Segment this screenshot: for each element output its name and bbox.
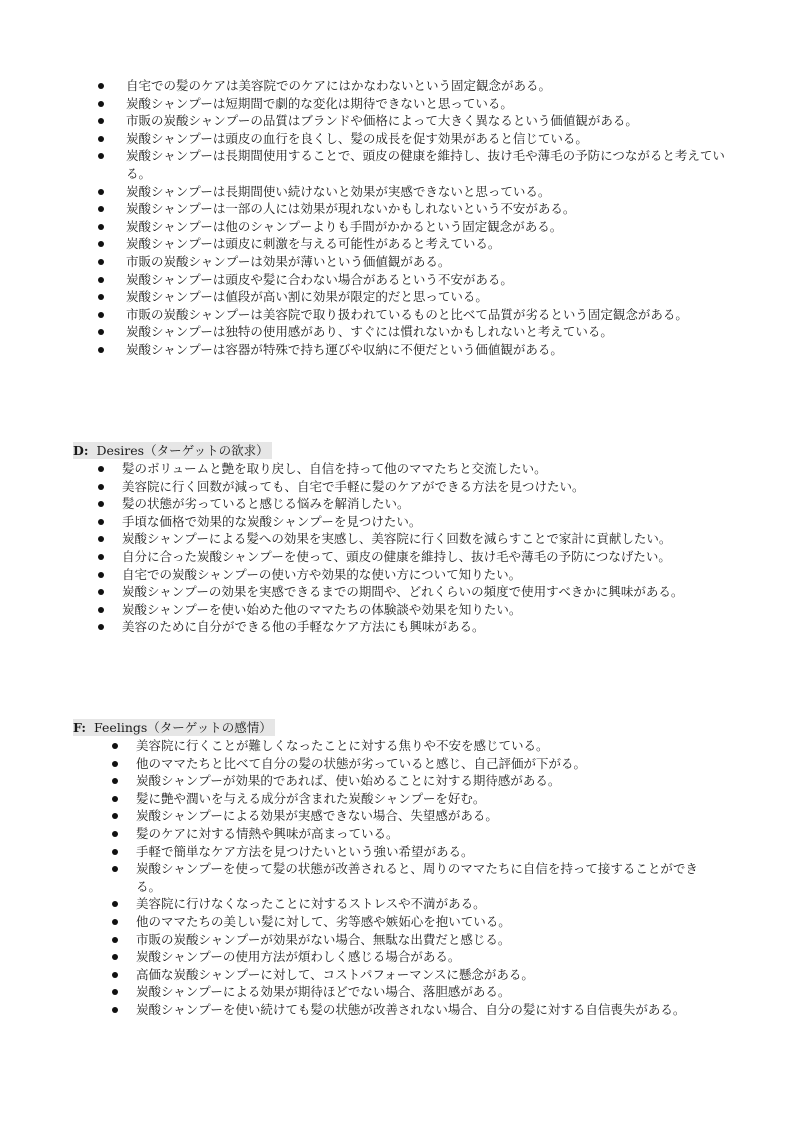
list-item: 市販の炭酸シャンプーが効果がない場合、無駄な出費だと感じる。 [136, 931, 722, 949]
list-item: 炭酸シャンプーは容器が特殊で持ち運びや収納に不便だという価値観がある。 [126, 341, 726, 359]
list-item: 炭酸シャンプーが効果的であれば、使い始めることに対する期待感がある。 [136, 772, 722, 790]
list-item: 他のママたちの美しい髪に対して、劣等感や嫉妬心を抱いている。 [136, 913, 722, 931]
list-item: 炭酸シャンプーを使い始めた他のママたちの体験談や効果を知りたい。 [122, 601, 722, 619]
list-item: 炭酸シャンプーは長期間使い続けないと効果が実感できないと思っている。 [126, 183, 726, 201]
list-item: 炭酸シャンプーの効果を実感できるまでの期間や、どれくらいの頻度で使用すべきかに興味がある。 [122, 583, 722, 601]
section-code: F: [73, 720, 87, 735]
list-item: 市販の炭酸シャンプーの品質はブランドや価格によって大きく異なるという価値観がある。 [126, 112, 726, 130]
list-item: 高価な炭酸シャンプーに対して、コストパフォーマンスに懸念がある。 [136, 966, 722, 984]
section-code: D: [73, 443, 89, 458]
list-item: 炭酸シャンプーを使い続けても髪の状態が改善されない場合、自分の髪に対する自信喪失がある。 [136, 1001, 722, 1019]
list-item: 炭酸シャンプーを使って髪の状態が改善されると、周りのママたちに自信を持って接することができる。 [136, 860, 722, 895]
list-item: 他のママたちと比べて自分の髪の状態が劣っていると感じ、自己評価が下がる。 [136, 755, 722, 773]
beliefs-list [0, 77, 800, 359]
section-heading-feelings [73, 719, 275, 737]
list-item: 自分に合った炭酸シャンプーを使って、頭皮の健康を維持し、抜け毛や薄毛の予防につなげたい。 [122, 548, 722, 566]
list-item: 髪の状態が劣っていると感じる悩みを解消したい。 [122, 495, 722, 513]
list-item: 炭酸シャンプーは頭皮に刺激を与える可能性があると考えている。 [126, 235, 726, 253]
heading-highlight [73, 719, 275, 736]
list-item: 自宅での髪のケアは美容院でのケアにはかなわないという固定観念がある。 [126, 77, 726, 95]
list-item: 炭酸シャンプーは頭皮の血行を良くし、髪の成長を促す効果があると信じている。 [126, 130, 726, 148]
heading-highlight [73, 442, 272, 459]
list-item: 炭酸シャンプーは長期間使用することで、頭皮の健康を維持し、抜け毛や薄毛の予防につながると考えている。 [126, 148, 725, 181]
list-item: 炭酸シャンプーは一部の人には効果が現れないかもしれないという不安がある。 [126, 200, 726, 218]
list-item: 炭酸シャンプーは独特の使用感があり、すぐには慣れないかもしれないと考えている。 [126, 323, 726, 341]
list-item: 炭酸シャンプーによる効果が実感できない場合、失望感がある。 [136, 807, 722, 825]
list-item: 炭酸シャンプーは短期間で劇的な変化は期待できないと思っている。 [126, 95, 726, 113]
list-item: 自宅での炭酸シャンプーの使い方や効果的な使い方について知りたい。 [122, 566, 722, 584]
list-item: 炭酸シャンプーは値段が高い割に効果が限定的だと思っている。 [126, 288, 726, 306]
section-heading-desires [73, 442, 272, 460]
list-item: 炭酸シャンプーは頭皮や髪に合わない場合があるという不安がある。 [126, 271, 726, 289]
section-title: Desires（ターゲットの欲求） [96, 443, 269, 458]
list-item: 美容院に行くことが難しくなったことに対する焦りや不安を感じている。 [136, 737, 722, 755]
list-item: 美容のために自分ができる他の手軽なケア方法にも興味がある。 [122, 618, 722, 636]
list-item: 炭酸シャンプーによる髪への効果を実感し、美容院に行く回数を減らすことで家計に貢献したい。 [122, 530, 722, 548]
list-item: 炭酸シャンプーの使用方法が煩わしく感じる場合がある。 [136, 948, 722, 966]
feelings-list [0, 737, 800, 1019]
list-item: 髪に艶や潤いを与える成分が含まれた炭酸シャンプーを好む。 [136, 790, 722, 808]
list-item: 炭酸シャンプーによる効果が期待ほどでない場合、落胆感がある。 [136, 983, 722, 1001]
list-item: 美容院に行けなくなったことに対するストレスや不満がある。 [136, 895, 722, 913]
list-item: 手軽で簡単なケア方法を見つけたいという強い希望がある。 [136, 843, 722, 861]
list-item: 炭酸シャンプーは他のシャンプーよりも手間がかかるという固定観念がある。 [126, 218, 726, 236]
list-item: 髪のボリュームと艶を取り戻し、自信を持って他のママたちと交流したい。 [122, 460, 722, 478]
desires-list [0, 460, 800, 636]
list-item: 市販の炭酸シャンプーは美容院で取り扱われているものと比べて品質が劣るという固定観念がある。 [126, 306, 726, 324]
list-item: 髪のケアに対する情熱や興味が高まっている。 [136, 825, 722, 843]
list-item: 美容院に行く回数が減っても、自宅で手軽に髪のケアができる方法を見つけたい。 [122, 478, 722, 496]
list-item: 手頃な価格で効果的な炭酸シャンプーを見つけたい。 [122, 513, 722, 531]
list-item: 市販の炭酸シャンプーは効果が薄いという価値観がある。 [126, 253, 726, 271]
section-title: Feelings（ターゲットの感情） [94, 720, 272, 735]
